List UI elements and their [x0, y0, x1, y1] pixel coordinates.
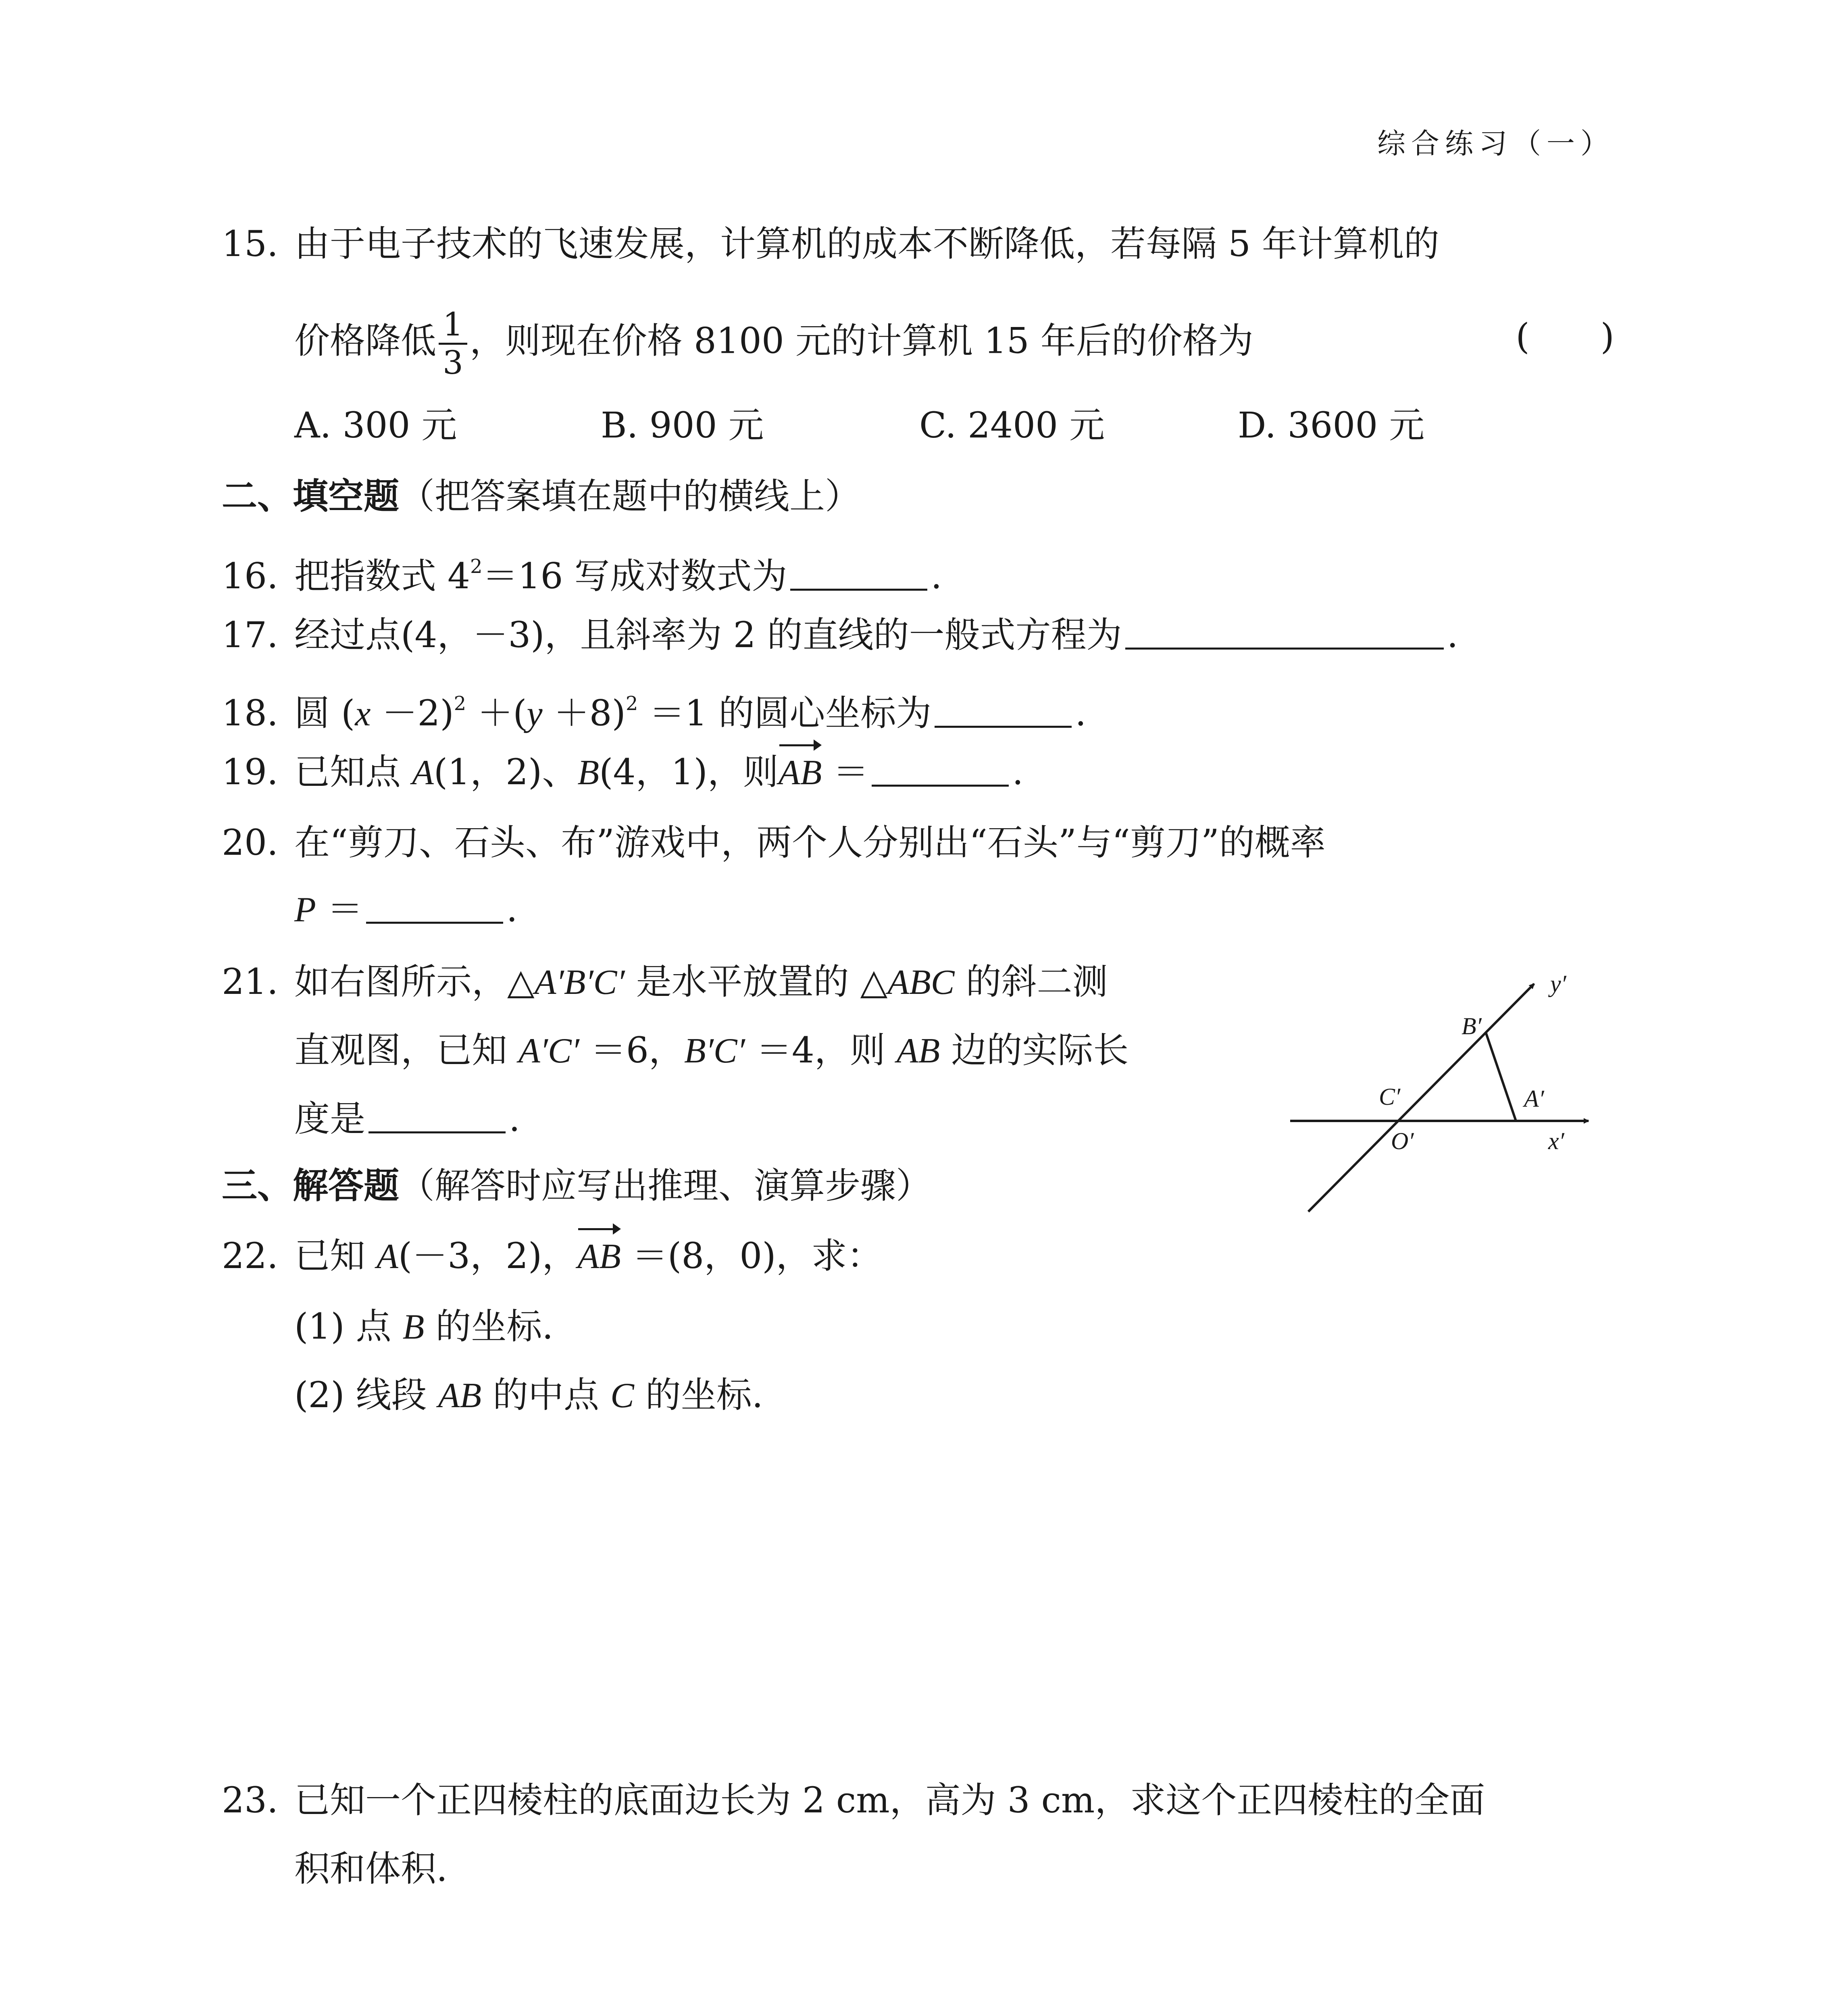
label-a-prime: A′ — [1524, 1085, 1544, 1112]
question-text: 经过点(4，－3)，且斜率为 2 的直线的一般式方程为 — [294, 614, 1122, 656]
exponent: 2 — [454, 692, 466, 715]
label-c-prime: C′ — [1379, 1083, 1401, 1110]
question-text: ＝16 写成对数式为 — [482, 555, 787, 597]
question-text: ＋( — [466, 692, 527, 734]
question-text: (－3，2)， — [398, 1235, 578, 1277]
question-text: 是水平放置的 △ — [625, 961, 888, 1002]
answer-paren: ( ) — [1516, 316, 1614, 357]
question-text: ＝ — [822, 751, 869, 793]
variable: AB — [438, 1376, 482, 1415]
answer-blank[interactable] — [1125, 615, 1444, 650]
question-20-line-2 — [294, 883, 518, 936]
section-note: （解答时应写出推理、演算步骤） — [399, 1165, 932, 1206]
y-axis — [1308, 984, 1534, 1212]
variable: B — [577, 753, 600, 792]
variable: y — [527, 694, 543, 733]
question-text: ＝(8，0)，求： — [620, 1235, 883, 1277]
label-o-prime: O′ — [1391, 1128, 1414, 1154]
question-23-line-1 — [222, 1774, 1485, 1826]
question-23-line-2 — [294, 1843, 448, 1895]
section-title: 三、解答题 — [222, 1164, 400, 1206]
triangle-side-ab — [1486, 1032, 1516, 1121]
question-number: 20. — [222, 822, 278, 863]
question-15-line-1 — [222, 218, 1439, 270]
question-text: ，则现在价格 8100 元的计算机 15 年后的价格为 — [469, 320, 1253, 362]
question-text: 圆 ( — [294, 692, 355, 734]
answer-blank[interactable] — [790, 556, 927, 591]
question-17 — [222, 609, 1458, 661]
question-22 — [222, 1230, 883, 1283]
page-header: 综合练习（一） — [1377, 127, 1614, 160]
question-number: 21. — [222, 961, 278, 1002]
question-number: 15. — [222, 223, 278, 264]
section-title: 二、填空题 — [222, 475, 400, 517]
vector-ab: AB — [779, 747, 822, 799]
punct: . — [1012, 751, 1024, 793]
variable: ABC — [887, 963, 955, 1002]
question-number: 16. — [222, 555, 278, 597]
question-text: 已知点 — [294, 751, 412, 793]
question-text: ＝6， — [579, 1029, 684, 1071]
question-21-line-3 — [294, 1093, 520, 1145]
punct: . — [509, 1098, 520, 1139]
question-text: (1) 点 — [294, 1306, 403, 1347]
exponent: 2 — [625, 692, 638, 715]
question-text: 的中点 — [481, 1374, 611, 1416]
punct: . — [506, 888, 518, 930]
question-text: 的坐标. — [634, 1374, 763, 1416]
answer-blank[interactable] — [872, 752, 1009, 787]
variable: A′B′C′ — [534, 963, 625, 1002]
question-20-line-1 — [222, 816, 1326, 869]
fraction-denominator: 3 — [443, 344, 463, 381]
question-text: (4，1)，则 — [599, 751, 779, 793]
question-21-line-1 — [222, 956, 1108, 1009]
section-2-heading — [222, 470, 860, 523]
punct: . — [1075, 692, 1087, 734]
question-text: (2) 线段 — [294, 1374, 438, 1416]
question-text: 直观图，已知 — [294, 1029, 518, 1071]
question-number: 19. — [222, 751, 278, 793]
question-text: 在“剪刀、石头、布”游戏中，两个人分别出“石头”与“剪刀”的概率 — [294, 822, 1326, 863]
label-x-prime: x′ — [1548, 1128, 1564, 1154]
variable: AB — [896, 1031, 940, 1070]
question-text: ＝ — [316, 888, 363, 930]
variable: P — [294, 890, 316, 929]
question-text: 边的实际长 — [940, 1029, 1129, 1071]
variable: A′C′ — [518, 1031, 579, 1070]
variable: A — [376, 1237, 398, 1276]
option-c: C. 2400 元 — [919, 404, 1105, 446]
answer-blank[interactable] — [369, 1099, 506, 1133]
question-text: 已知一个正四棱柱的底面边长为 2 cm，高为 3 cm，求这个正四棱柱的全面 — [294, 1779, 1485, 1821]
question-text: 的斜二测 — [954, 961, 1108, 1002]
answer-blank[interactable] — [935, 694, 1072, 728]
question-text: 已知 — [294, 1235, 377, 1277]
question-22-part-2 — [294, 1369, 763, 1422]
question-number: 22. — [222, 1235, 278, 1277]
question-text: 把指数式 4 — [294, 555, 470, 597]
variable: A — [412, 753, 434, 792]
question-text: ＝4，则 — [745, 1029, 897, 1071]
vector-ab: AB — [577, 1231, 621, 1283]
label-b-prime: B′ — [1462, 1013, 1482, 1039]
punct: . — [1447, 614, 1458, 656]
question-number: 18. — [222, 692, 278, 734]
question-18 — [222, 677, 1086, 740]
question-16 — [222, 540, 942, 602]
variable: B′C′ — [684, 1031, 745, 1070]
question-number: 23. — [222, 1779, 278, 1821]
section-note: （把答案填在题中的横线上） — [399, 475, 861, 517]
question-22-part-1 — [294, 1300, 553, 1354]
question-number: 17. — [222, 614, 278, 656]
label-y-prime: y′ — [1550, 971, 1566, 997]
option-b: B. 900 元 — [601, 404, 764, 446]
question-text: －2) — [371, 692, 454, 734]
question-text: 度是 — [294, 1098, 366, 1139]
fraction-numerator: 1 — [439, 306, 467, 345]
oblique-projection-figure — [1282, 956, 1605, 1218]
question-21-line-2 — [294, 1024, 1128, 1077]
question-text: 由于电子技术的飞速发展，计算机的成本不断降低，若每隔 5 年计算机的 — [294, 223, 1439, 264]
question-text: 价格降低 — [294, 320, 437, 362]
question-15-line-2 — [294, 306, 1253, 381]
question-text: ＝1 的圆心坐标为 — [638, 692, 932, 734]
answer-blank[interactable] — [366, 889, 503, 924]
figure-svg — [1282, 956, 1605, 1218]
question-19 — [222, 746, 1023, 799]
exponent: 2 — [470, 555, 483, 578]
question-text: 的坐标. — [424, 1306, 554, 1347]
option-a: A. 300 元 — [294, 404, 457, 446]
variable: x — [355, 694, 371, 733]
question-text: 积和体积. — [294, 1848, 448, 1889]
fraction — [439, 306, 467, 381]
question-text: ＋8) — [542, 692, 626, 734]
variable: B — [402, 1308, 425, 1347]
question-text: (1，2)、 — [433, 751, 578, 793]
punct: . — [931, 555, 942, 597]
option-d: D. 3600 元 — [1238, 404, 1425, 446]
section-3-heading — [222, 1159, 931, 1212]
variable: C — [610, 1376, 634, 1415]
question-text: 如右图所示，△ — [294, 961, 535, 1002]
